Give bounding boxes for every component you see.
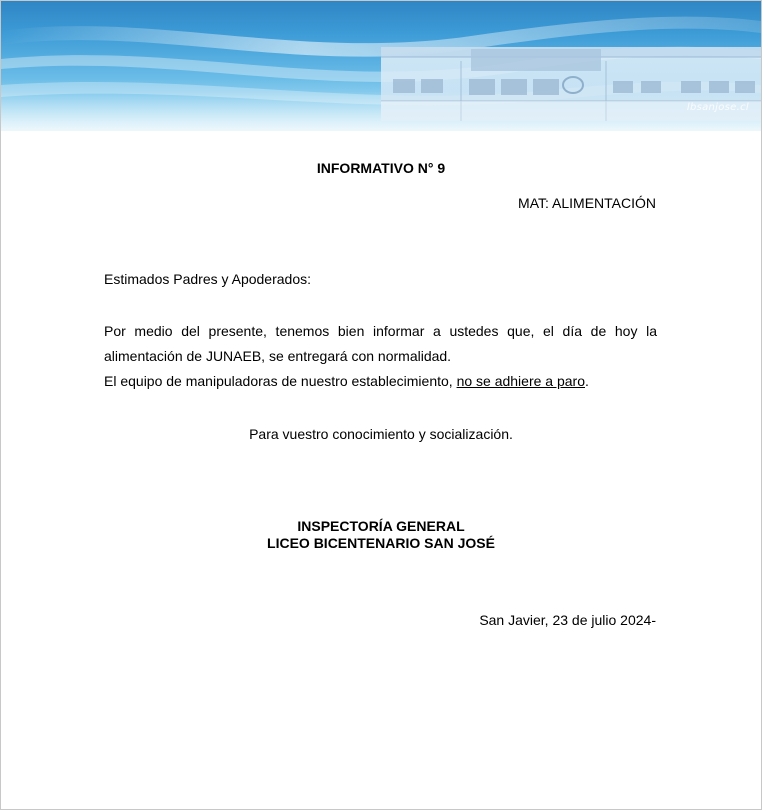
place-date: San Javier, 23 de julio 2024-: [479, 612, 656, 628]
message-line-2-suffix: .: [585, 373, 589, 389]
subject-line: MAT: ALIMENTACIÓN: [518, 195, 656, 211]
document-title: INFORMATIVO N° 9: [316, 160, 446, 176]
message-line-2-prefix: El equipo de manipuladoras de nuestro establecimiento,: [104, 373, 457, 389]
header-banner: [1, 1, 761, 131]
message-line-1: Por medio del presente, tenemos bien informar a ustedes que, el día de hoy la alimentación de JUNAEB, se entregará con normalidad.: [104, 323, 657, 364]
greeting: Estimados Padres y Apoderados:: [104, 271, 312, 287]
banner-artwork: [1, 1, 761, 131]
site-url-label: lbsanjose.cl: [686, 102, 749, 113]
signature-institution: LICEO BICENTENARIO SAN JOSÉ: [267, 535, 495, 551]
message-line-2: [104, 369, 657, 394]
closing-line: Para vuestro conocimiento y socialización.: [249, 426, 513, 442]
signature-department: INSPECTORÍA GENERAL: [297, 518, 465, 534]
message-body: [104, 319, 657, 394]
signature-block: [1, 518, 761, 552]
no-strike-notice: no se adhiere a paro: [456, 373, 585, 389]
